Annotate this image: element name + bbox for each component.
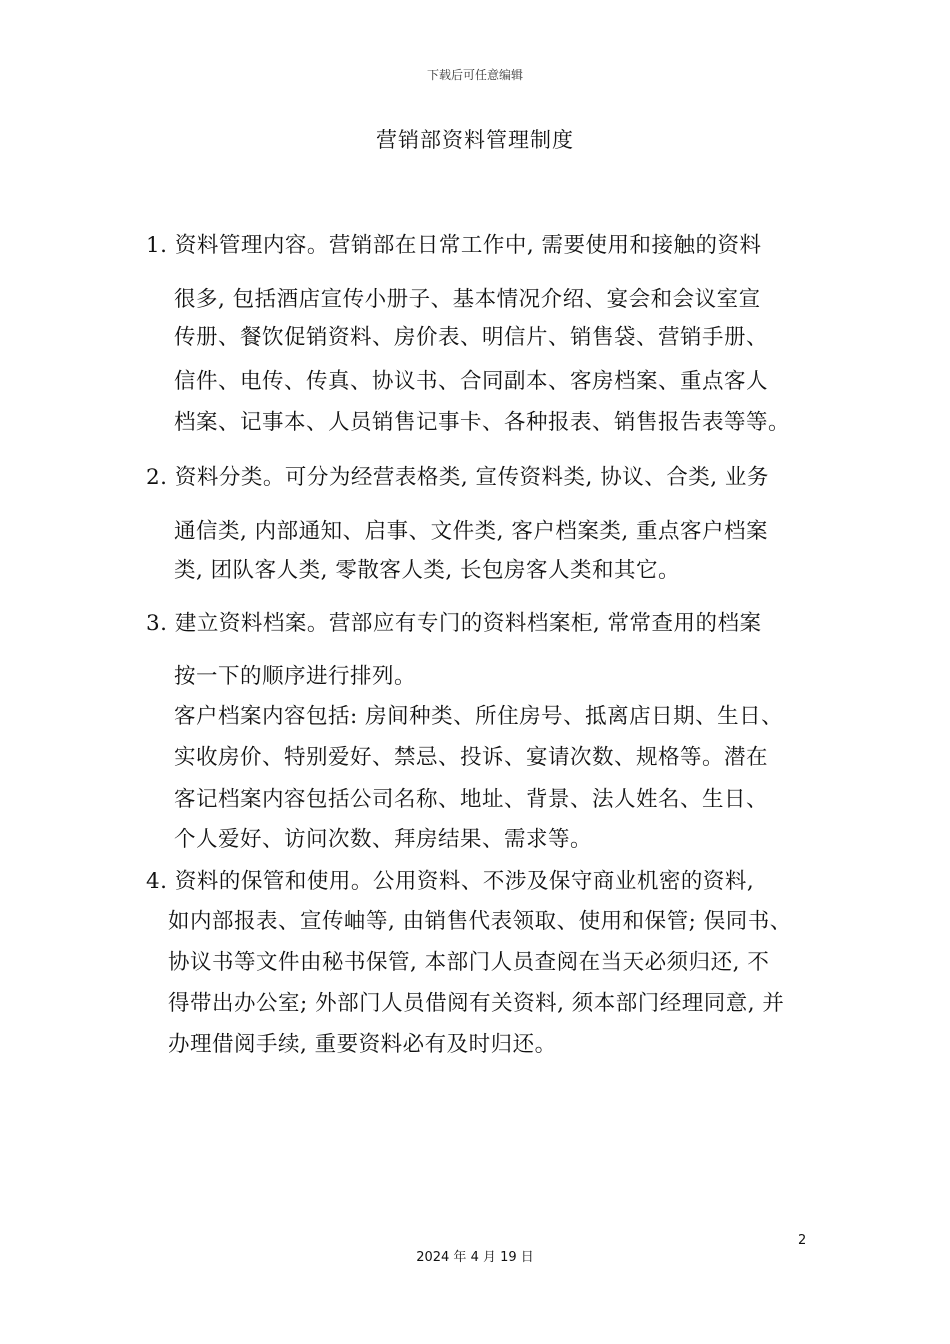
section-4-number: 4. [146,869,168,894]
section-4-text: 资料的保管和使用。公用资料、不涉及保守商业机密的资料, [174,869,755,894]
section-1-line-2: 很多, 包括酒店宣传小册子、基本情况介绍、宴会和会议室宣 [174,287,761,312]
section-4-line-2: 如内部报表、宣传岫等, 由销售代表领取、使用和保管; 俣同书、 [168,909,792,934]
section-1-line-4: 信件、电传、传真、协议书、合同副本、客房档案、重点客人 [174,369,769,394]
section-3-line-6: 个人爱好、访问次数、拜房结果、需求等。 [174,827,593,852]
section-3-line-5: 客记档案内容包括公司名称、地址、背景、法人姓名、生日、 [174,787,769,812]
section-3-line-3: 客户档案内容包括: 房间种类、所住房号、抵离店日期、生日、 [174,704,784,729]
section-2-text: 资料分类。可分为经营表格类, 宣传资料类, 协议、合类, 业务 [174,465,769,490]
section-3-line-1 [146,606,762,637]
section-2-line-2: 通信类, 内部通知、启事、文件类, 客户档案类, 重点客户档案 [174,519,769,544]
section-3-text: 建立资料档案。营部应有专门的资料档案柜, 常常查用的档案 [174,611,762,636]
section-2-line-3: 类, 团队客人类, 零散客人类, 长包房客人类和其它。 [174,558,681,583]
section-1-line-5: 档案、记事本、人员销售记事卡、各种报表、销售报告表等等。 [174,410,791,435]
section-1-line-3: 传册、餐饮促销资料、房价表、明信片、销售袋、营销手册、 [174,325,769,350]
section-4-line-1 [146,864,754,895]
footer-date: 2024 年 4 月 19 日 [416,1250,534,1265]
section-1-number: 1. [146,233,168,258]
section-2-number: 2. [146,465,168,490]
page-number: 2 [798,1233,807,1248]
section-2-line-1 [146,460,769,491]
section-1-line-1 [146,228,762,259]
document-title: 营销部资料管理制度 [376,128,574,152]
section-4-line-4: 得带出办公室; 外部门人员借阅有关资料, 须本部门经理同意, 并 [168,991,785,1016]
section-4-line-5: 办理借阅手续, 重要资料必有及时归还。 [168,1032,557,1057]
page-header: 下载后可任意编辑 [426,68,523,82]
section-3-line-2: 按一下的顺序进行排列。 [174,664,417,689]
section-3-line-4: 实收房价、特别爱好、禁忌、投诉、宴请次数、规格等。潜在 [174,745,769,770]
section-3-number: 3. [146,611,168,636]
section-4-line-3: 协议书等文件由秘书保管, 本部门人员查阅在当天必须归还, 不 [168,950,770,975]
section-1-text: 资料管理内容。营销部在日常工作中, 需要使用和接触的资料 [174,233,762,258]
